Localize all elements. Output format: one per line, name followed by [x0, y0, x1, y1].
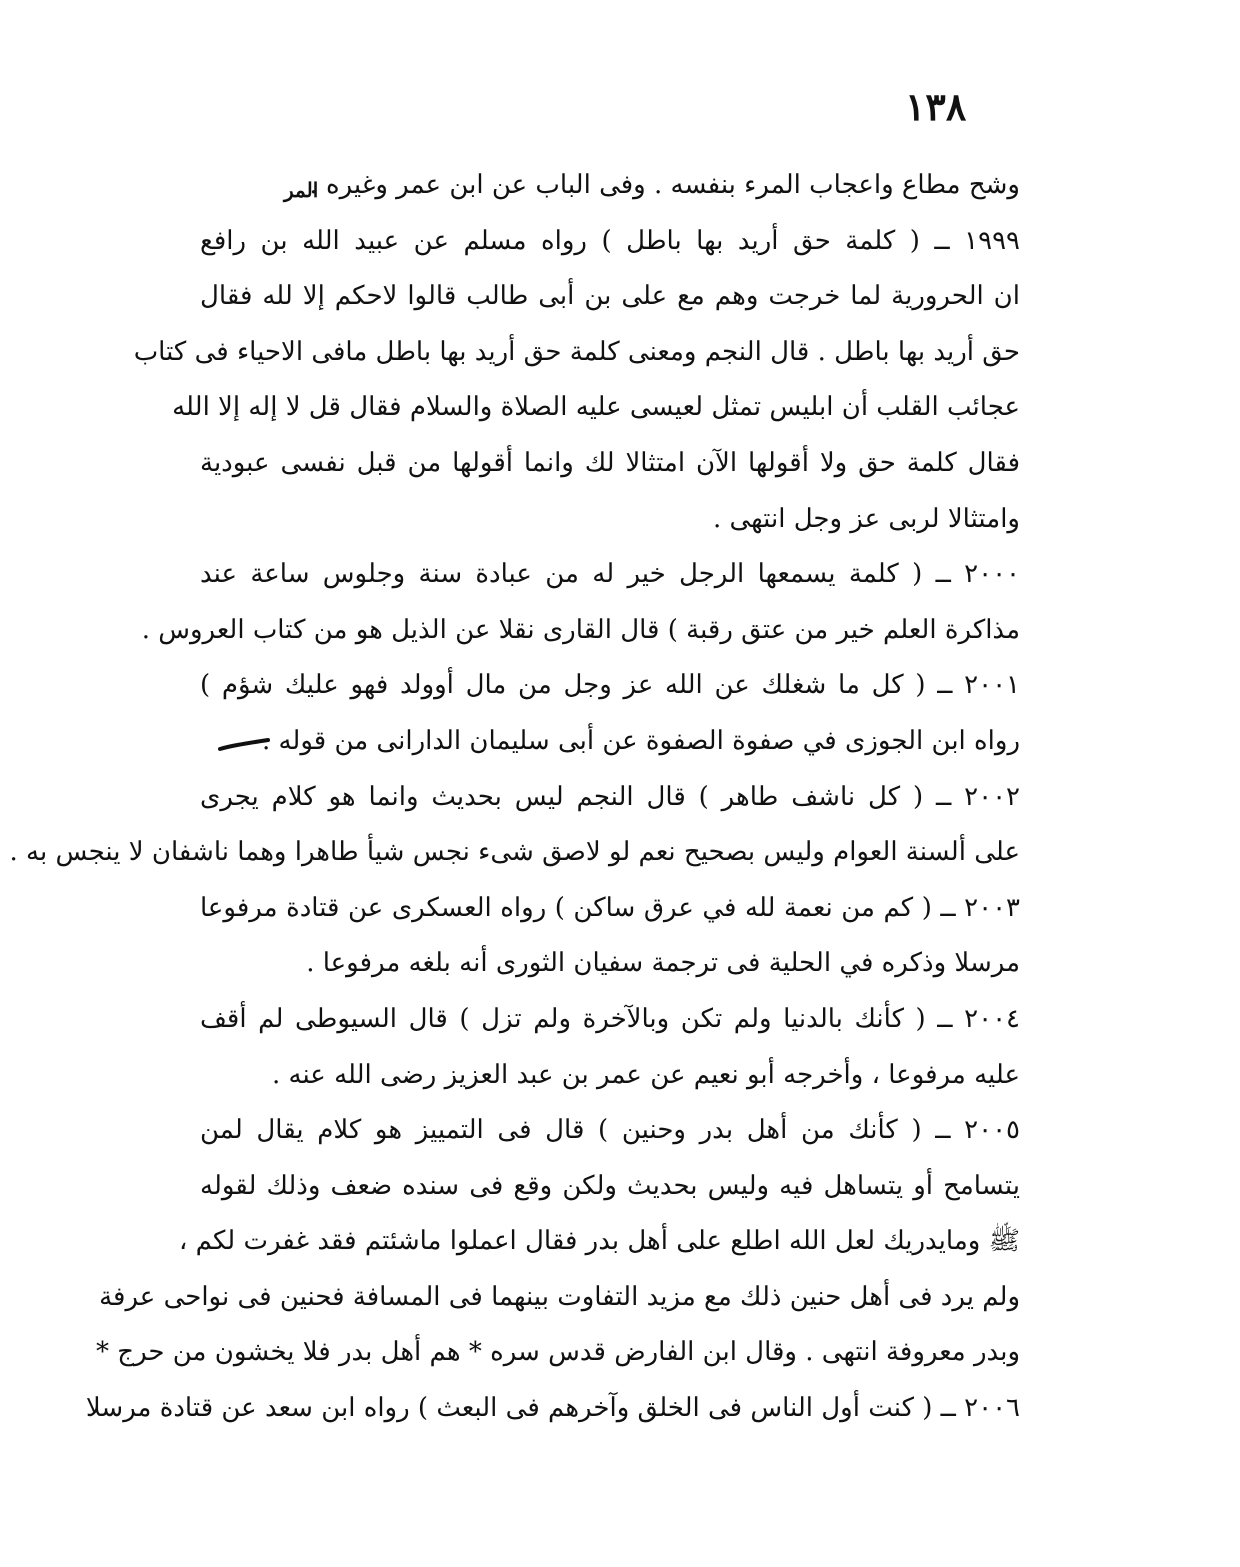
text-line: ان الحرورية لما خرجت وهم مع على بن أبى طالب قالوا لاحكم إلا لله فقال: [200, 281, 1020, 312]
text-line: حق أريد بها باطل . قال النجم ومعنى كلمة حق أريد بها باطل مافى الاحياء فى كتاب: [133, 336, 1020, 367]
text-line: ٢٠٠٥ ــ ( كأنك من أهل بدر وحنين ) قال فى التمييز هو كلام يقال لمن: [200, 1115, 1021, 1146]
text-line: وشح مطاع واعجاب المرء بنفسه . وفى الباب عن ابن عمر وغيره .: [309, 170, 1020, 200]
text-line: رواه ابن الجوزى في صفوة الصفوة عن أبى سليمان الدارانى من قوله .: [261, 725, 1020, 756]
text-line: ٢٠٠١ ــ ( كل ما شغلك عن الله عز وجل من مال أوولد فهو عليك شؤم ): [200, 670, 1020, 701]
text-line: وبدر معروفة انتهى . وقال ابن الفارض قدس سره * هم أهل بدر فلا يخشون من حرج *: [96, 1337, 1020, 1368]
text-line: مرسلا وذكره في الحلية فى ترجمة سفيان الثورى أنه بلغه مرفوعا .: [306, 948, 1020, 979]
text-line: وامتثالا لربى عز وجل انتهى .: [712, 503, 1020, 534]
page-number: ١٣٨: [905, 84, 967, 129]
text-line: ٢٠٠٣ ــ ( كم من نعمة لله في عرق ساكن ) رواه العسكرى عن قتادة مرفوعا: [200, 892, 1020, 923]
text-line: ولم يرد فى أهل حنين ذلك مع مزيد التفاوت بينهما فى المسافة فحنين فى نواحى عرفة: [99, 1281, 1020, 1312]
text-line: يتسامح أو يتساهل فيه وليس بحديث ولكن وقع فى سنده ضعف وذلك لقوله: [200, 1170, 1020, 1201]
text-line: ٢٠٠٦ ــ ( كنت أول الناس فى الخلق وآخرهم فى البعث ) رواه ابن سعد عن قتادة مرسلا: [85, 1393, 1020, 1424]
margin-note: المر: [284, 178, 319, 202]
text-line: ٢٠٠٠ ــ ( كلمة يسمعها الرجل خير له من عبادة سنة وجلوس ساعة عند: [200, 559, 1020, 590]
text-line: ٢٠٠٢ ــ ( كل ناشف طاهر ) قال النجم ليس بحديث وانما هو كلام يجرى: [200, 781, 1020, 812]
body-text: [9, 158, 1021, 1437]
text-line: عجائب القلب أن ابليس تمثل لعيسى عليه الصلاة والسلام فقال قل لا إله إلا الله: [172, 392, 1020, 423]
text-line: على ألسنة العوام وليس بصحيح نعم لو لاصق شىء نجس شيأ طاهرا وهما ناشفان لا ينجس به .: [9, 837, 1020, 868]
text-line: مذاكرة العلم خير من عتق رقبة ) قال القارى نقلا عن الذيل هو من كتاب العروس .: [141, 614, 1020, 645]
text-line: ﷺ ومايدريك لعل الله اطلع على أهل بدر فقال اعملوا ماشئتم فقد غفرت لكم ،: [178, 1226, 1020, 1257]
text-line: عليه مرفوعا ، وأخرجه أبو نعيم عن عمر بن عبد العزيز رضى الله عنه .: [271, 1059, 1020, 1090]
text-line: فقال كلمة حق ولا أقولها الآن امتثالا لك وانما أقولها من قبل نفسى عبودية: [200, 447, 1020, 478]
handwritten-underline-mark: [218, 738, 270, 752]
text-line: ٢٠٠٤ ــ ( كأنك بالدنيا ولم تكن وبالآخرة ولم تزل ) قال السيوطى لم أقف: [200, 1003, 1020, 1034]
text-line: ١٩٩٩ ــ ( كلمة حق أريد بها باطل ) رواه مسلم عن عبيد الله بن رافع: [200, 225, 1020, 256]
